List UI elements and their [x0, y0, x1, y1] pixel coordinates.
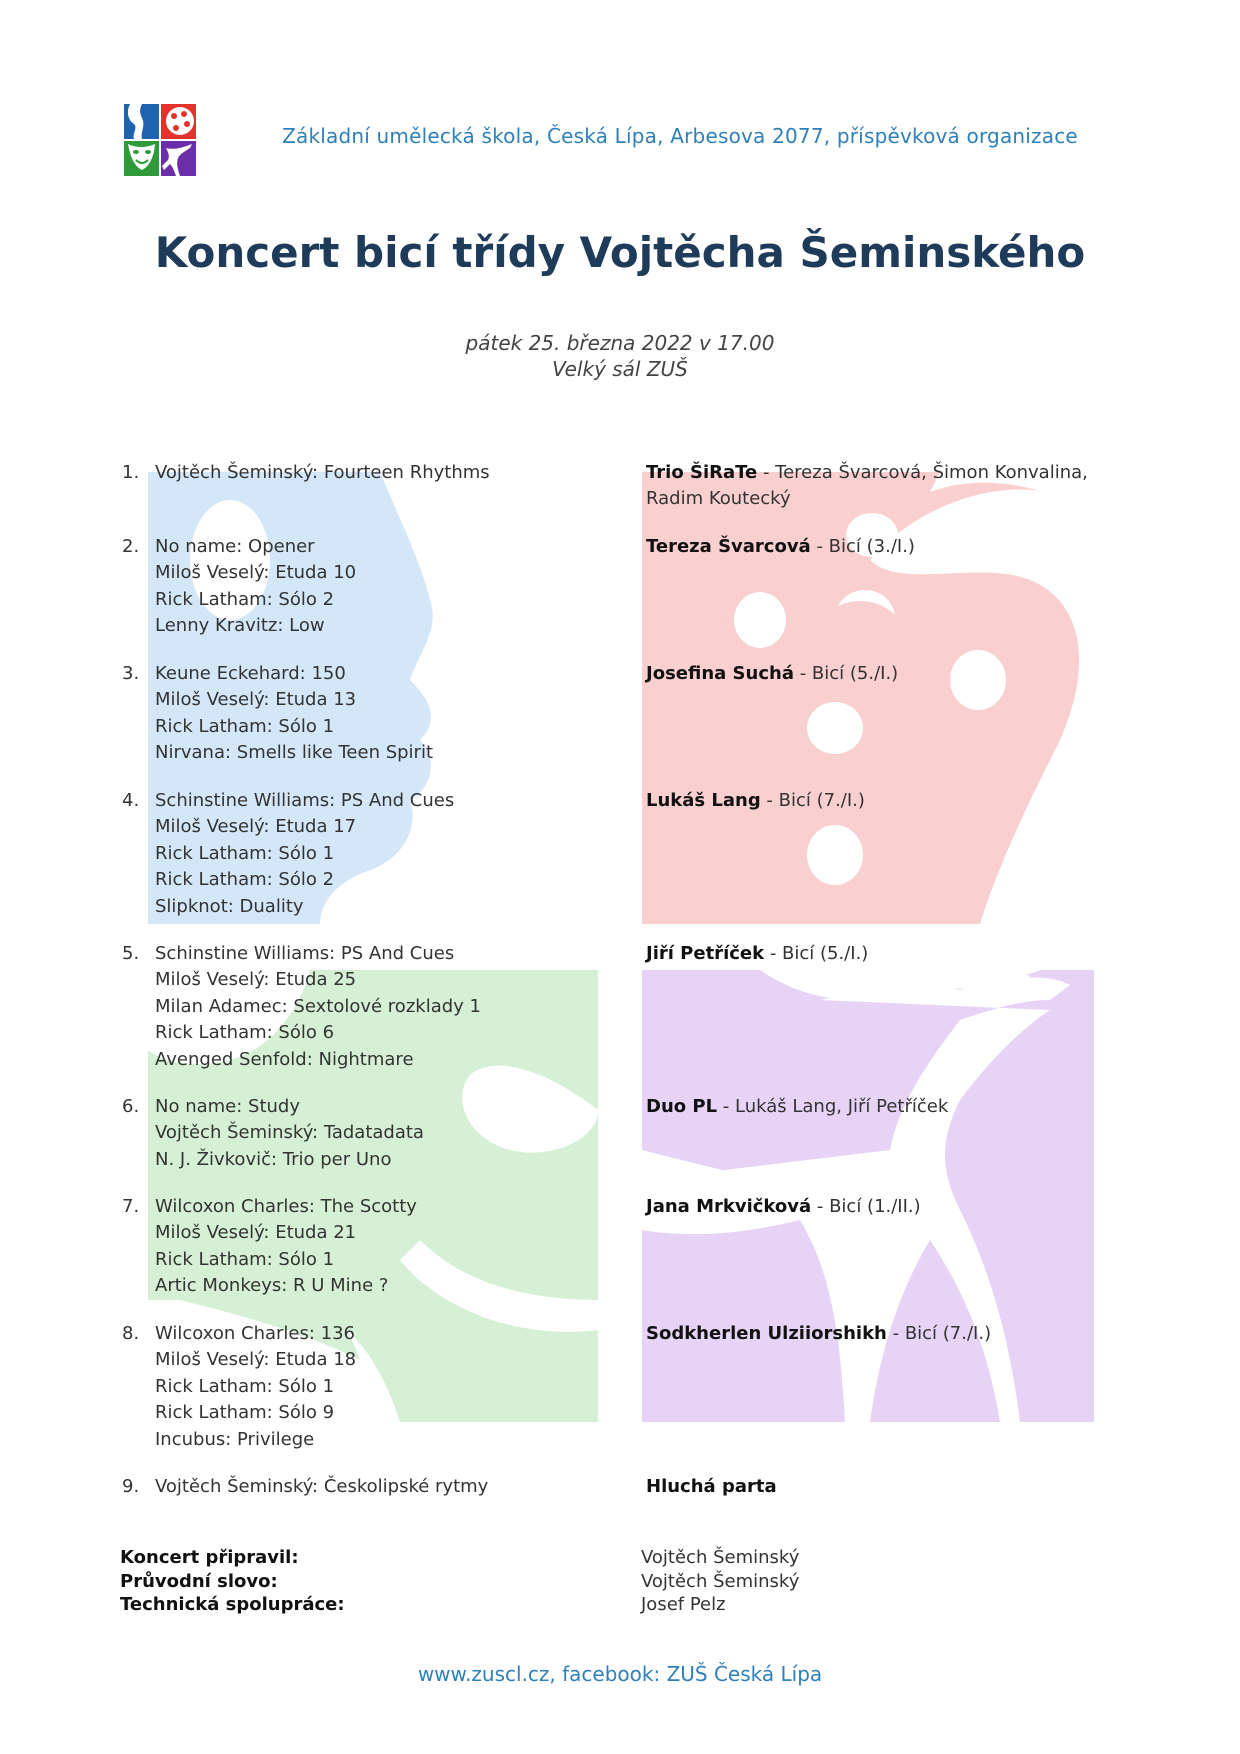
- performer-detail: - Bicí (3./I.): [810, 536, 915, 557]
- program-item-9: [122, 1474, 642, 1500]
- piece: Milan Adamec: Sextolové rozklady 1: [155, 995, 481, 1017]
- piece: N. J. Živkovič: Trio per Uno: [155, 1148, 392, 1170]
- performer-name: Trio ŠiRaTe: [646, 462, 758, 483]
- piece: Vojtěch Šeminský: Českolipské rytmy: [155, 1476, 489, 1497]
- event-info: [320, 330, 920, 382]
- performer-6: [646, 1094, 1146, 1120]
- program-item-7: [122, 1194, 642, 1300]
- performer-name: Jiří Petříček: [646, 943, 765, 964]
- performer-1: [646, 460, 1146, 513]
- performer-name: Jana Mrkvičková: [646, 1196, 812, 1217]
- credit-value: Josef Pelz: [641, 1594, 726, 1615]
- piece: Vojtěch Šeminský: Fourteen Rhythms: [155, 462, 490, 483]
- performer-4: [646, 788, 1146, 814]
- piece: Keune Eckehard: 150: [155, 663, 346, 684]
- program-number: 2.: [122, 536, 140, 557]
- page-title: Koncert bicí třídy Vojtěcha Šeminského: [154, 228, 1086, 277]
- credits-labels: [120, 1546, 500, 1617]
- piece: Slipknot: Duality: [155, 895, 304, 917]
- piece: Rick Latham: Sólo 2: [155, 869, 335, 891]
- piece: Vojtěch Šeminský: Tadatadata: [155, 1122, 424, 1144]
- piece: Nirvana: Smells like Teen Spirit: [155, 742, 434, 764]
- program-number: 9.: [122, 1476, 140, 1497]
- program-number: 6.: [122, 1096, 140, 1117]
- piece: Schinstine Williams: PS And Cues: [155, 790, 455, 811]
- program-item-5: [122, 941, 642, 1073]
- program-item-2: [122, 534, 642, 640]
- performer-3: [646, 661, 1146, 687]
- performer-detail: - Bicí (5./I.): [793, 663, 899, 684]
- piece: Rick Latham: Sólo 2: [155, 588, 335, 610]
- performer-detail: - Lukáš Lang, Jiří Petříček: [717, 1096, 949, 1117]
- program-number: 4.: [122, 790, 140, 811]
- credit-label: Technická spolupráce:: [120, 1594, 345, 1615]
- performer-name: Tereza Švarcová: [646, 536, 811, 557]
- performer-2: [646, 534, 1146, 560]
- piece: Avenged Senfold: Nightmare: [155, 1048, 414, 1070]
- piece: Rick Latham: Sólo 6: [155, 1022, 335, 1044]
- credit-label: Průvodní slovo:: [120, 1570, 278, 1592]
- performer-detail: - Bicí (7./I.): [760, 790, 865, 811]
- school-logo: [124, 104, 196, 176]
- piece: Rick Latham: Sólo 1: [155, 842, 335, 864]
- performer-name: Sodkherlen Ulziiorshikh: [646, 1323, 887, 1344]
- piece: Rick Latham: Sólo 9: [155, 1402, 335, 1424]
- piece: Miloš Veselý: Etuda 25: [155, 969, 357, 991]
- piece: No name: Study: [155, 1096, 301, 1117]
- program-number: 5.: [122, 943, 140, 964]
- performer-name: Hluchá parta: [646, 1476, 777, 1497]
- performer-name: Josefina Suchá: [646, 663, 794, 684]
- program-number: 3.: [122, 663, 140, 684]
- program-item-3: [122, 661, 642, 767]
- piece: Rick Latham: Sólo 1: [155, 1248, 335, 1270]
- performer-detail: - Bicí (5./I.): [764, 943, 869, 964]
- performer-detail: - Tereza Švarcová, Šimon Konvalina, Radim Koutecký: [646, 462, 1088, 510]
- piece: Wilcoxon Charles: 136: [155, 1323, 356, 1344]
- piece: Miloš Veselý: Etuda 13: [155, 689, 357, 711]
- piece: Schinstine Williams: PS And Cues: [155, 943, 455, 964]
- credit-value: Vojtěch Šeminský: [641, 1547, 800, 1568]
- event-venue: Velký sál ZUŠ: [552, 357, 688, 381]
- piece: Rick Latham: Sólo 1: [155, 715, 335, 737]
- footer-links: www.zuscl.cz, facebook: ZUŠ Česká Lípa: [417, 1662, 823, 1686]
- piece: Miloš Veselý: Etuda 18: [155, 1349, 357, 1371]
- school-name: Základní umělecká škola, Česká Lípa, Arbesova 2077, příspěvková organizace: [282, 124, 1078, 148]
- program-item-6: [122, 1094, 642, 1173]
- performer-9: [646, 1474, 1146, 1500]
- performer-name: Duo PL: [646, 1096, 718, 1117]
- program-number: 1.: [122, 462, 140, 483]
- program-number: 8.: [122, 1323, 140, 1344]
- piece: Miloš Veselý: Etuda 10: [155, 562, 357, 584]
- program-item-8: [122, 1321, 642, 1453]
- performer-name: Lukáš Lang: [646, 790, 761, 811]
- credit-label: Koncert připravil:: [120, 1547, 299, 1568]
- piece: Miloš Veselý: Etuda 21: [155, 1222, 357, 1244]
- credit-value: Vojtěch Šeminský: [641, 1570, 800, 1592]
- performer-5: [646, 941, 1146, 967]
- program-item-4: [122, 788, 642, 920]
- performer-detail: - Bicí (1./II.): [811, 1196, 921, 1217]
- purple-dancer-panel: [642, 960, 1094, 1422]
- piece: Incubus: Privilege: [155, 1428, 315, 1450]
- piece: Rick Latham: Sólo 1: [155, 1375, 335, 1397]
- piece: Artic Monkeys: R U Mine ?: [155, 1275, 389, 1297]
- piece: Miloš Veselý: Etuda 17: [155, 816, 357, 838]
- program-item-1: [122, 460, 642, 486]
- program-number: 7.: [122, 1196, 140, 1217]
- performer-detail: - Bicí (7./I.): [886, 1323, 992, 1344]
- credits-values: [641, 1546, 1041, 1617]
- piece: Wilcoxon Charles: The Scotty: [155, 1196, 417, 1217]
- piece: Lenny Kravitz: Low: [155, 615, 325, 637]
- performer-8: [646, 1321, 1146, 1347]
- event-date: pátek 25. března 2022 v 17.00: [465, 331, 775, 355]
- piece: No name: Opener: [155, 536, 315, 557]
- performer-7: [646, 1194, 1146, 1220]
